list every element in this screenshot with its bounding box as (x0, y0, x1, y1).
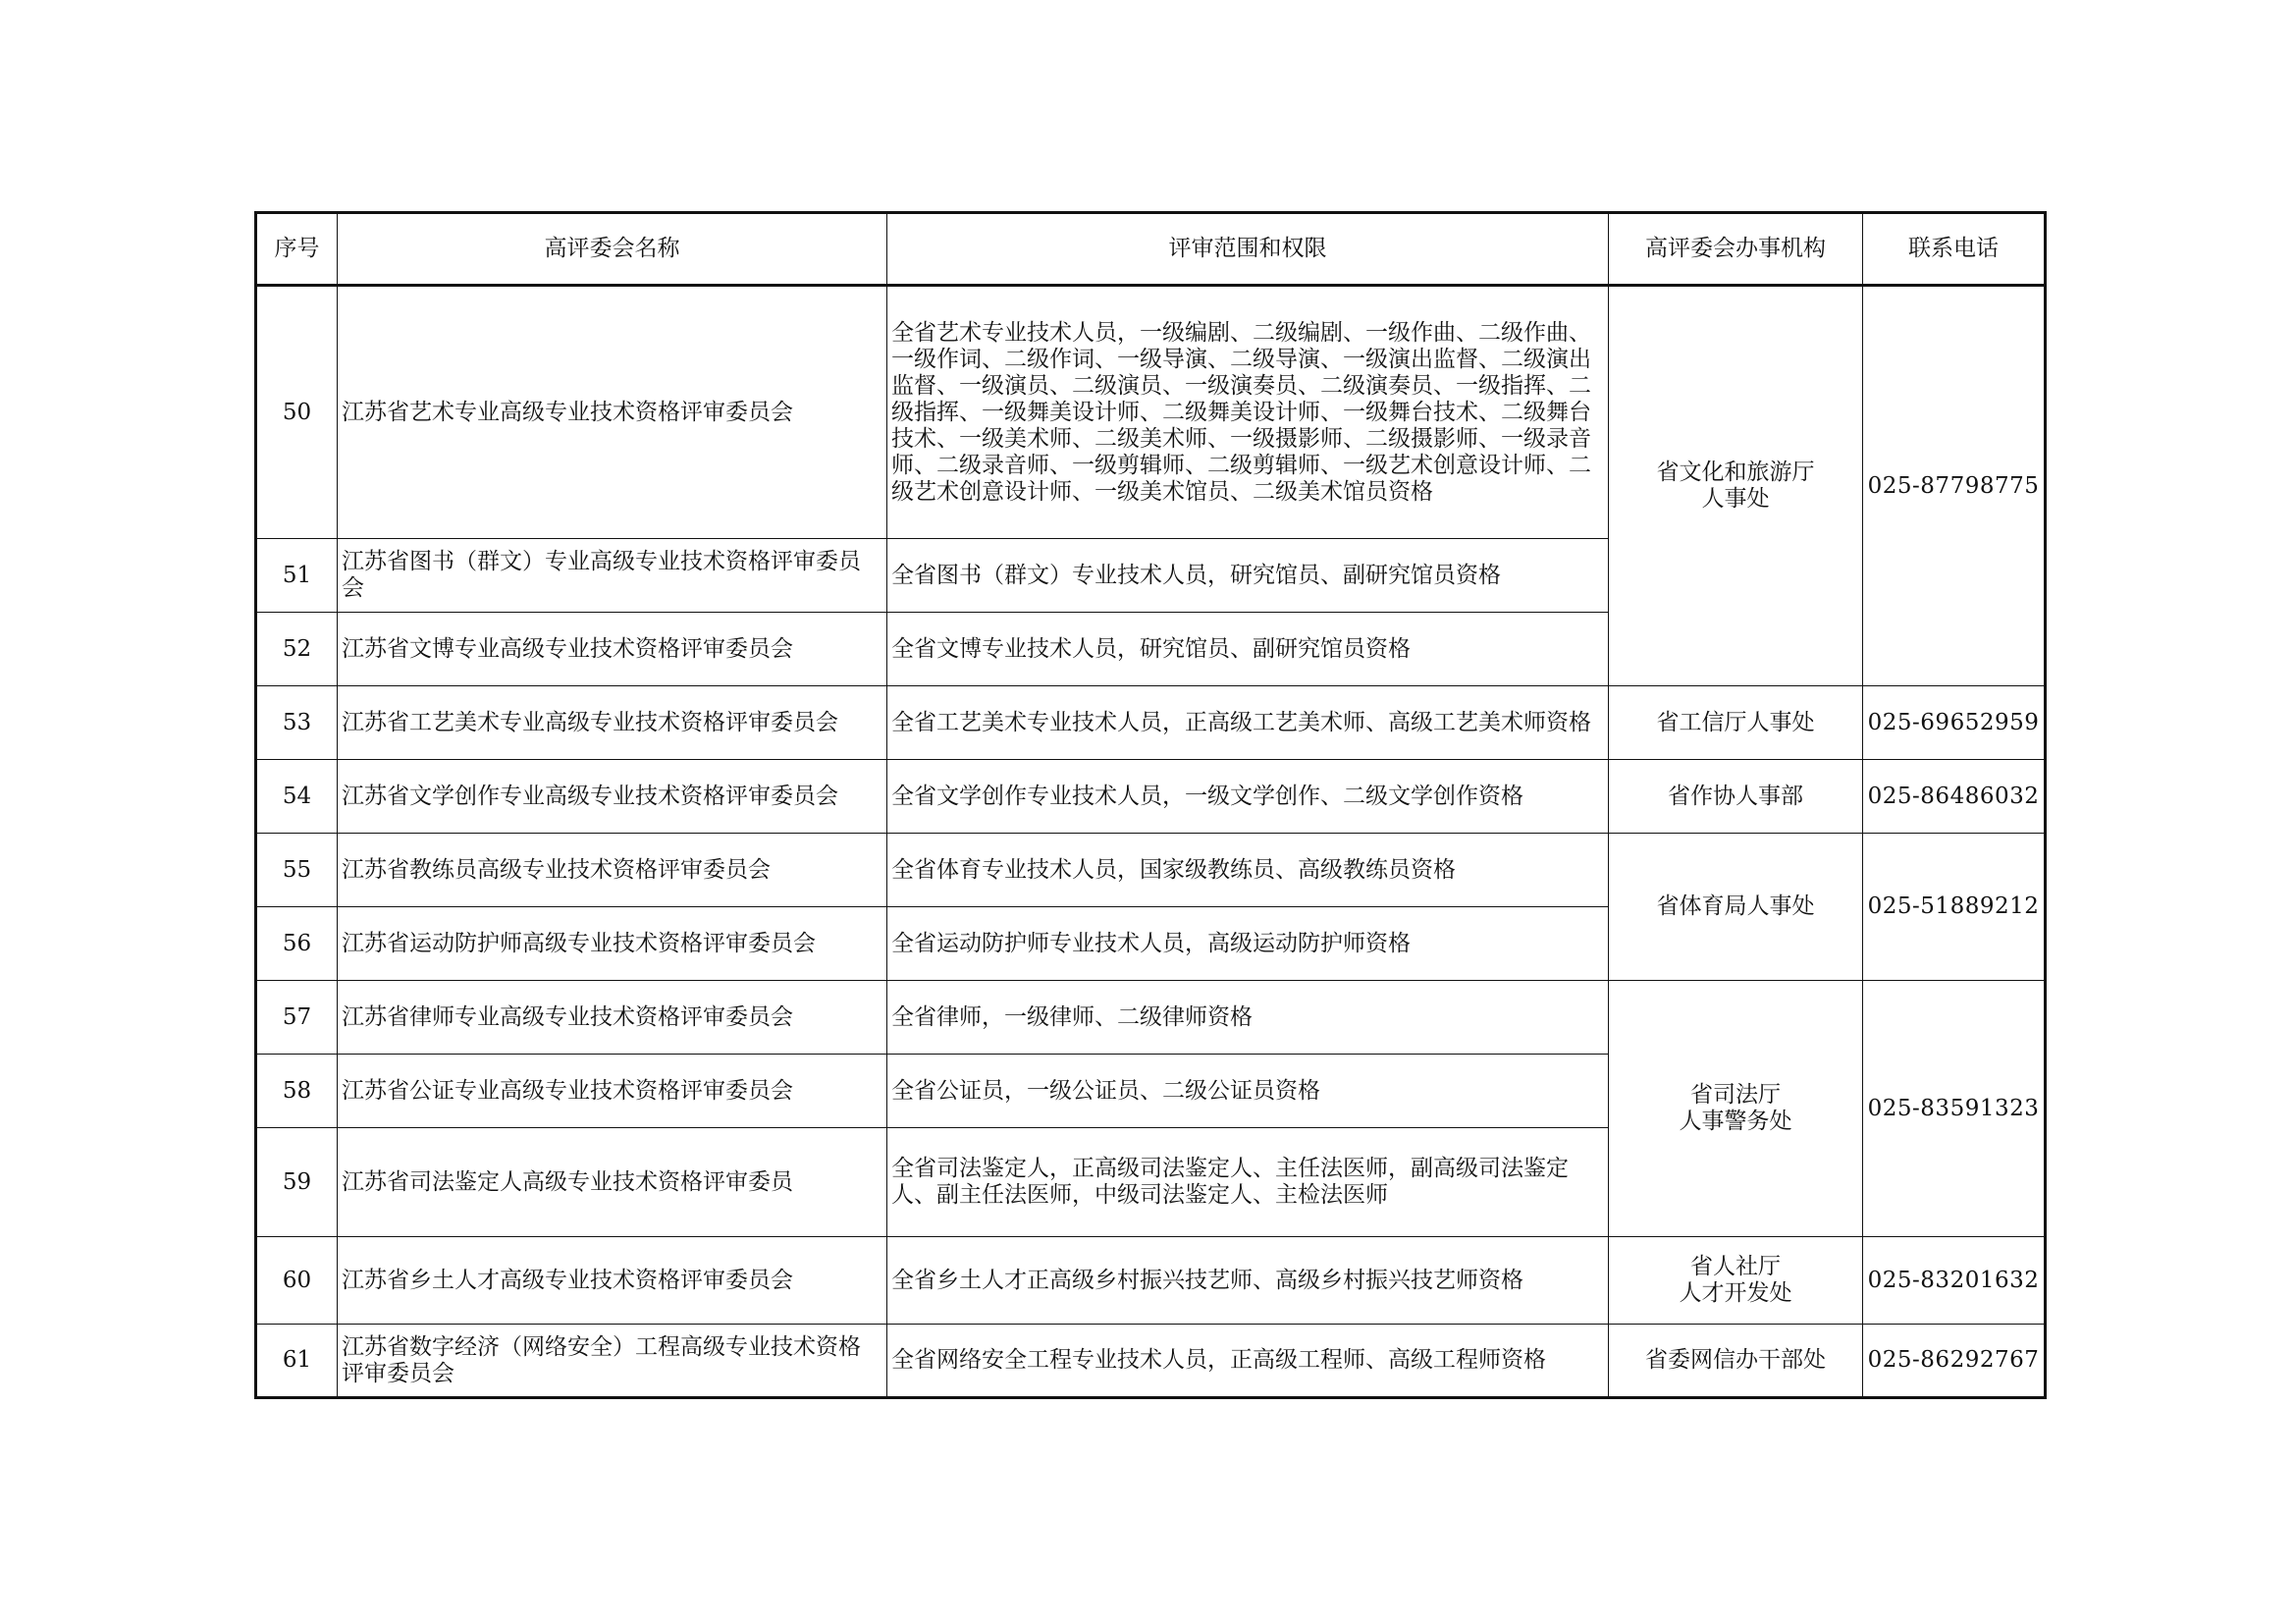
row-number: 57 (256, 981, 338, 1055)
phone-cac: 025-86292767 (1863, 1325, 2046, 1398)
row-number: 56 (256, 907, 338, 981)
committee-name: 江苏省文学创作专业高级专业技术资格评审委员会 (338, 760, 887, 834)
row-number: 52 (256, 613, 338, 686)
row-number: 53 (256, 686, 338, 760)
header-name: 高评委会名称 (338, 213, 887, 286)
phone-sports: 025-51889212 (1863, 834, 2046, 981)
agency-culture (1609, 286, 1863, 686)
table-row (256, 981, 2046, 1055)
agency-industry: 省工信厅人事处 (1609, 686, 1863, 760)
review-scope: 全省律师，一级律师、二级律师资格 (887, 981, 1609, 1055)
header-no: 序号 (256, 213, 338, 286)
committee-name: 江苏省文博专业高级专业技术资格评审委员会 (338, 613, 887, 686)
table-row (256, 760, 2046, 834)
row-number: 61 (256, 1325, 338, 1398)
phone-culture: 025-87798775 (1863, 286, 2046, 686)
review-scope: 全省乡土人才正高级乡村振兴技艺师、高级乡村振兴技艺师资格 (887, 1237, 1609, 1325)
review-scope: 全省文博专业技术人员，研究馆员、副研究馆员资格 (887, 613, 1609, 686)
header-agency: 高评委会办事机构 (1609, 213, 1863, 286)
row-number: 54 (256, 760, 338, 834)
review-scope: 全省运动防护师专业技术人员，高级运动防护师资格 (887, 907, 1609, 981)
committee-name: 江苏省乡土人才高级专业技术资格评审委员会 (338, 1237, 887, 1325)
table-row (256, 1325, 2046, 1398)
row-number: 50 (256, 286, 338, 539)
agency-writers: 省作协人事部 (1609, 760, 1863, 834)
agency-hrss (1609, 1237, 1863, 1325)
table-row (256, 834, 2046, 907)
row-number: 60 (256, 1237, 338, 1325)
row-number: 55 (256, 834, 338, 907)
committee-name: 江苏省司法鉴定人高级专业技术资格评审委员 (338, 1128, 887, 1237)
committee-name: 江苏省工艺美术专业高级专业技术资格评审委员会 (338, 686, 887, 760)
committee-name: 江苏省艺术专业高级专业技术资格评审委员会 (338, 286, 887, 539)
row-number: 51 (256, 539, 338, 613)
committee-name: 江苏省公证专业高级专业技术资格评审委员会 (338, 1055, 887, 1128)
agency-justice-line2: 人事警务处 (1679, 1109, 1792, 1134)
committee-name: 江苏省运动防护师高级专业技术资格评审委员会 (338, 907, 887, 981)
header-scope: 评审范围和权限 (887, 213, 1609, 286)
committee-name: 江苏省律师专业高级专业技术资格评审委员会 (338, 981, 887, 1055)
committee-name: 江苏省数字经济（网络安全）工程高级专业技术资格评审委员会 (338, 1325, 887, 1398)
committee-name: 江苏省教练员高级专业技术资格评审委员会 (338, 834, 887, 907)
agency-justice (1609, 981, 1863, 1237)
agency-cac: 省委网信办干部处 (1609, 1325, 1863, 1398)
agency-justice-line1: 省司法厅 (1690, 1082, 1781, 1108)
agency-sports: 省体育局人事处 (1609, 834, 1863, 981)
review-scope: 全省文学创作专业技术人员，一级文学创作、二级文学创作资格 (887, 760, 1609, 834)
header-phone: 联系电话 (1863, 213, 2046, 286)
row-number: 59 (256, 1128, 338, 1237)
review-scope: 全省艺术专业技术人员，一级编剧、二级编剧、一级作曲、二级作曲、一级作词、二级作词、一级导演、二级导演、一级演出监督、二级演出监督、一级演员、二级演员、一级演奏员、二级演奏员、一级指挥、二级指挥、一级舞美设计师、二级舞美设计师、一级舞台技术、二级舞台技术、一级美术师、二级美术师、一级摄影师、二级摄影师、一级录音师、二级录音师、一级剪辑师、二级剪辑师、一级艺术创意设计师、二级艺术创意设计师、一级美术馆员、二级美术馆员资格 (887, 286, 1609, 539)
agency-hrss-line1: 省人社厅 (1690, 1254, 1781, 1279)
agency-culture-line2: 人事处 (1701, 486, 1770, 512)
agency-hrss-line2: 人才开发处 (1679, 1280, 1792, 1306)
review-scope: 全省网络安全工程专业技术人员，正高级工程师、高级工程师资格 (887, 1325, 1609, 1398)
phone-justice: 025-83591323 (1863, 981, 2046, 1237)
review-scope: 全省图书（群文）专业技术人员，研究馆员、副研究馆员资格 (887, 539, 1609, 613)
review-scope: 全省体育专业技术人员，国家级教练员、高级教练员资格 (887, 834, 1609, 907)
row-number: 58 (256, 1055, 338, 1128)
phone-industry: 025-69652959 (1863, 686, 2046, 760)
review-scope: 全省公证员，一级公证员、二级公证员资格 (887, 1055, 1609, 1128)
review-scope: 全省司法鉴定人，正高级司法鉴定人、主任法医师，副高级司法鉴定人、副主任法医师，中级司法鉴定人、主检法医师 (887, 1128, 1609, 1237)
table-row (256, 686, 2046, 760)
table-row (256, 1237, 2046, 1325)
committee-table (254, 211, 2047, 1399)
phone-hrss: 025-83201632 (1863, 1237, 2046, 1325)
table-row (256, 286, 2046, 539)
phone-writers: 025-86486032 (1863, 760, 2046, 834)
review-scope: 全省工艺美术专业技术人员，正高级工艺美术师、高级工艺美术师资格 (887, 686, 1609, 760)
committee-name: 江苏省图书（群文）专业高级专业技术资格评审委员会 (338, 539, 887, 613)
agency-culture-line1: 省文化和旅游厅 (1656, 460, 1815, 485)
header-row (256, 213, 2046, 286)
